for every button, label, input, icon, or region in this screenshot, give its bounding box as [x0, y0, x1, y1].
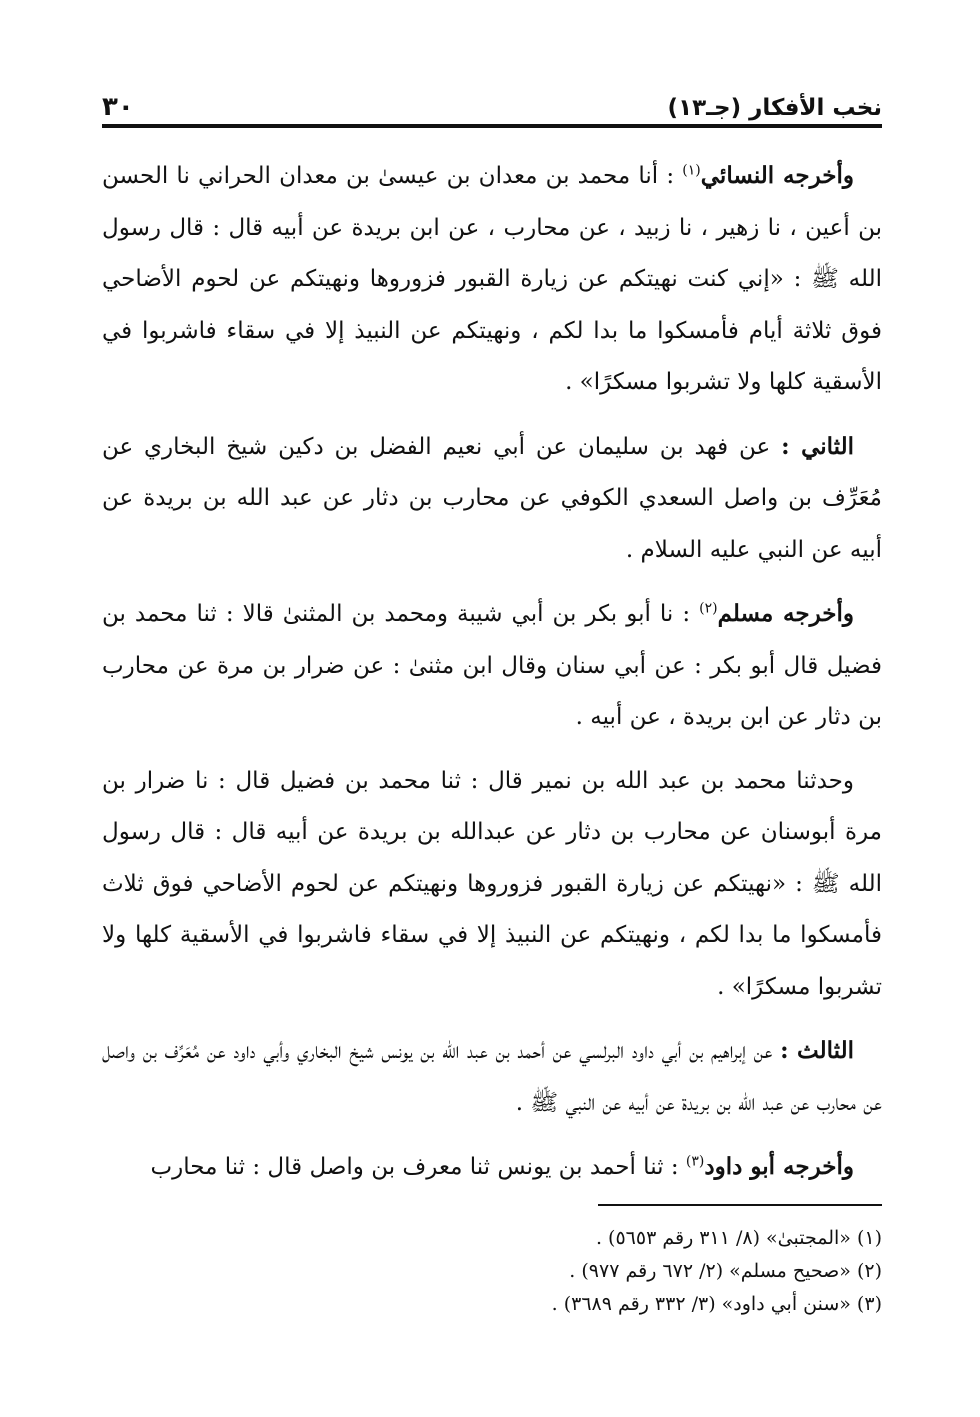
paragraph-abu-dawud [102, 1141, 882, 1194]
paragraph-lead: الثالث : [780, 1037, 854, 1064]
footnote-ref: (١) [682, 162, 701, 179]
footnotes [102, 1222, 882, 1321]
paragraph-lead: الثاني : [781, 432, 854, 460]
paragraph-muslim [102, 588, 882, 744]
footnote-rule [598, 1204, 882, 1206]
page-header [102, 78, 882, 120]
page-number: ٣٠ [102, 92, 134, 122]
header-rule [102, 124, 882, 128]
paragraph-third [102, 1025, 882, 1129]
running-title: نخب الأفكار (جـ١٣) [667, 95, 882, 121]
paragraph-lead: وأخرجه مسلم [717, 600, 854, 627]
paragraph-text: : أنا محمد بن معدان بن عيسىٰ بن معدان الحراني نا الحسن بن أعين ، نا زهير ، نا زبيد ، عن محارب ، عن ابن بريدة عن أبيه قال : قال رسول الله ﷺ : «إني كنت نهيتكم عن زيارة القبور فزوروها ونهيتكم عن لحوم الأضاحي فوق ثلاثة أيام فأمسكوا ما بدا لكم ، ونهيتكم عن النبيذ إلا في سقاء فاشربوا في الأسقية كلها ولا تشربوا مسكرًا» . [102, 163, 882, 395]
paragraph-text: : ثنا أحمد بن يونس ثنا معرف بن واصل قال : ثنا محارب [150, 1154, 679, 1180]
paragraph-second [102, 421, 882, 577]
paragraph-text: وحدثنا محمد بن عبد الله بن نمير قال : ثنا محمد بن فضيل قال : نا ضرار بن مرة أبوسنان عن محارب بن دثار عن عبدالله بن بريدة عن أبيه قال : قال رسول الله ﷺ : «نهيتكم عن زيارة القبور فزوروها ونهيتكم عن لحوم الأضاحي فوق ثلاث فأمسكوا ما بدا لكم ، ونهيتكم عن النبيذ إلا في سقاء فاشربوا في الأسقية كلها ولا تشربوا مسكرًا» . [102, 767, 882, 1000]
paragraph-lead: وأخرجه النسائي [700, 162, 855, 189]
paragraph-nasai [102, 150, 882, 409]
paragraph-text: : نا أبو بكر بن أبي شيبة ومحمد بن المثنىٰ قالا : ثنا محمد بن فضيل قال أبو بكر : عن أبي سنان وقال ابن مثنىٰ : عن ضرار بن مرة عن محارب بن دثار عن ابن بريدة ، عن أبيه . [102, 601, 882, 730]
footnote-ref: (٢) [699, 600, 718, 617]
paragraph-lead: وأخرجه أبو داود [704, 1153, 854, 1180]
footnote-1: (١) «المجتبىٰ» (٨/ ٣١١ رقم ٥٦٥٣) . [595, 1227, 882, 1249]
footnote-ref: (٣) [685, 1153, 705, 1170]
paragraph-text: عن إبراهيم بن أبي داود البرلسي عن أحمد بن عبد الله بن يونس شيخ البخاري وأبي داود عن مُعَرِّف بن واصل عن محارب عن عبد الله بن بريدة عن أبيه عن النبي ﷺ . [102, 1038, 882, 1116]
footnote-2: (٢) «صحيح مسلم» (٢/ ٦٧٢ رقم ٩٧٧) . [569, 1260, 882, 1282]
paragraph-text: عن فهد بن سليمان عن أبي نعيم الفضل بن دكين شيخ البخاري عن مُعَرِّف بن واصل السعدي الكوفي عن محارب بن دثار عن عبد الله بن بريدة عن أبيه عن النبي عليه السلام . [102, 433, 882, 563]
main-text [102, 150, 882, 1206]
paragraph-ibn-numayr [102, 756, 882, 1014]
footnote-3: (٣) «سنن أبي داود» (٣/ ٣٣٢ رقم ٣٦٨٩) . [551, 1293, 882, 1315]
